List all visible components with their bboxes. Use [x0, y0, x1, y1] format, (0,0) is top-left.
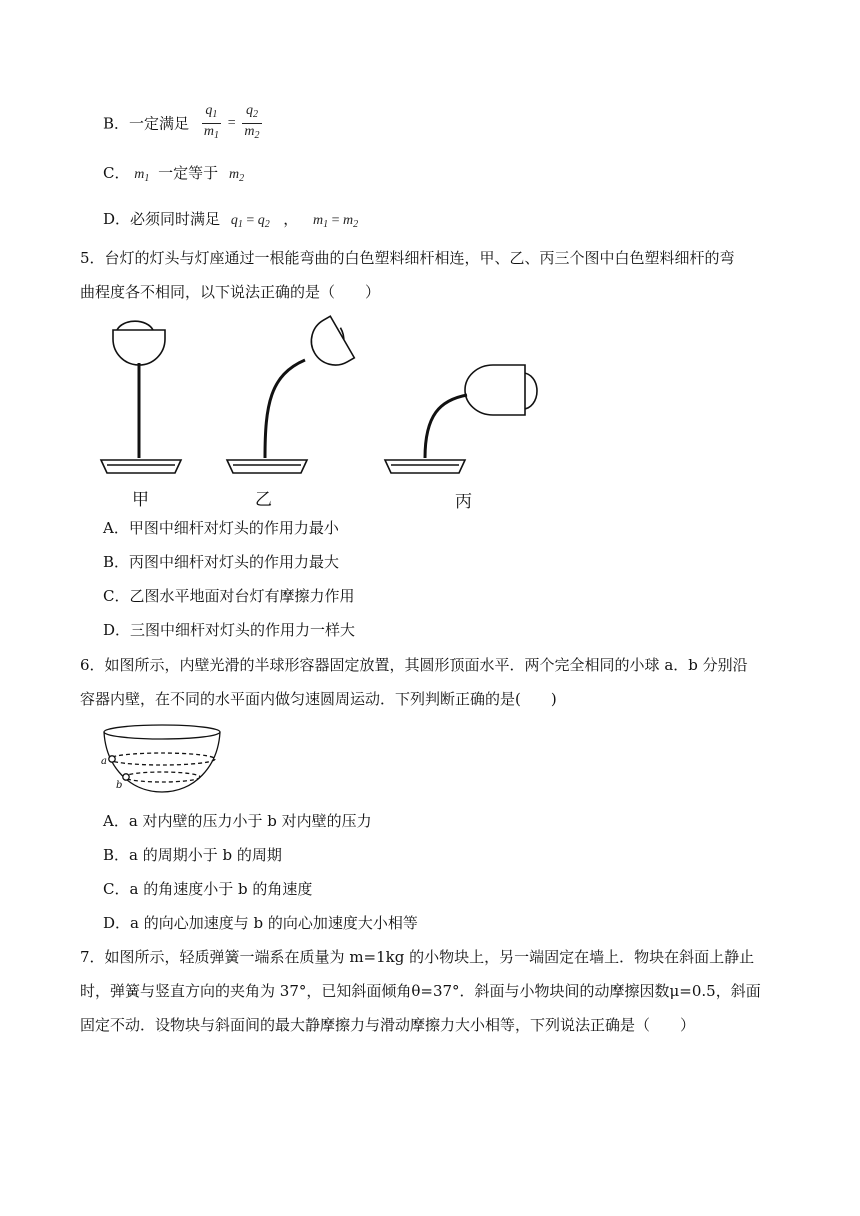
- q6-option-c: C．a 的角速度小于 b 的角速度: [103, 880, 313, 898]
- q6-stem-line1: 6．如图所示，内壁光滑的半球形容器固定放置，其圆形顶面水平．两个完全相同的小球 a．b 分别沿: [80, 656, 748, 674]
- label-a: a: [101, 756, 107, 767]
- q6-option-a: A．a 对内壁的压力小于 b 对内壁的压力: [103, 812, 372, 830]
- q7-stem-line2: 时，弹簧与竖直方向的夹角为 37°，已知斜面倾角θ=37°．斜面与小物块间的动摩擦因数μ=0.5，斜面: [80, 982, 761, 1000]
- math-m1: $m_1$: [134, 167, 150, 184]
- caption-yi: 乙: [255, 490, 272, 510]
- math-q1-eq-q2: $q_1 = q_2$: [230, 213, 270, 230]
- label-b: b: [116, 780, 123, 791]
- q4-option-d: D．必须同时满足 $q_1 = q_2$ ， $m_1 = m_2$: [103, 210, 359, 230]
- equals-sign: =: [227, 115, 236, 131]
- math-m1-eq-m2: $m_1 = m_2$: [313, 213, 359, 230]
- desk-lamp-figure: [95, 305, 565, 515]
- q5-stem-line2: 曲程度各不相同，以下说法正确的是（ ）: [80, 283, 381, 301]
- q4-option-b: [103, 103, 264, 141]
- q6-option-d: D．a 的向心加速度与 b 的向心加速度大小相等: [103, 914, 418, 932]
- caption-jia: 甲: [132, 490, 149, 510]
- q7-stem-line3: 固定不动．设物块与斜面间的最大静摩擦力与滑动摩擦力大小相等，下列说法正确是（ ）: [80, 1016, 696, 1034]
- q5-option-d: D．三图中细杆对灯头的作用力一样大: [103, 621, 356, 639]
- lamp-bing: [385, 365, 537, 473]
- q4-option-b-label: B．一定满足: [103, 114, 190, 133]
- math-m2: $m_2$: [228, 167, 245, 184]
- lamp-jia: [101, 321, 181, 473]
- q5-option-a: A．甲图中细杆对灯头的作用力最小: [103, 519, 339, 537]
- q6-stem-line2: 容器内壁，在不同的水平面内做匀速圆周运动．下列判断正确的是( ): [80, 690, 557, 708]
- q4-option-c: C． $m_1$ 一定等于 $m_2$: [103, 164, 245, 184]
- lamp-yi: [227, 315, 357, 473]
- q5-stem-line1: 5．台灯的灯头与灯座通过一根能弯曲的白色塑料细杆相连，甲、乙、丙三个图中白色塑料细杆的弯: [80, 249, 735, 267]
- hemisphere-bowl-figure: [100, 722, 225, 797]
- fraction-q2-over-m2: $\frac{q_2}{m_2}$: [244, 103, 260, 141]
- q5-option-b: B．丙图中细杆对灯头的作用力最大: [103, 553, 340, 571]
- fraction-q1-over-m1: $\frac{q_1}{m_1}$: [203, 103, 219, 141]
- q7-stem-line1: 7．如图所示，轻质弹簧一端系在质量为 m=1kg 的小物块上，另一端固定在墙上．物块在斜面上静止: [80, 948, 755, 966]
- caption-bing: 丙: [455, 492, 472, 512]
- q6-option-b: B．a 的周期小于 b 的周期: [103, 846, 282, 864]
- q5-option-c: C．乙图水平地面对台灯有摩擦力作用: [103, 587, 355, 605]
